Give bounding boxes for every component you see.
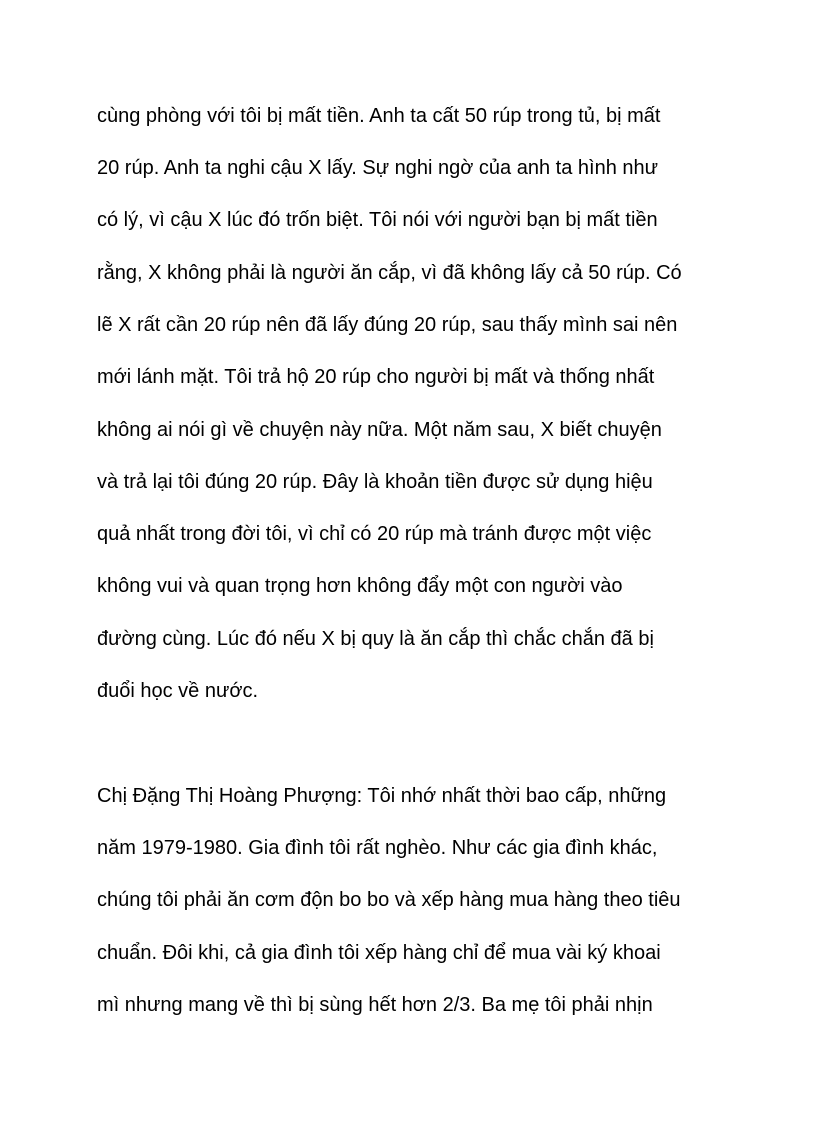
text-line: quả nhất trong đời tôi, vì chỉ có 20 rúp mà tránh được một việc	[97, 523, 652, 545]
text-line: 20 rúp. Anh ta nghi cậu X lấy. Sự nghi ngờ của anh ta hình như	[97, 157, 659, 179]
text-line: và trả lại tôi đúng 20 rúp. Đây là khoản tiền được sử dụng hiệu	[97, 471, 653, 493]
text-line: đường cùng. Lúc đó nếu X bị quy là ăn cắp thì chắc chắn đã bị	[97, 628, 654, 650]
text-line: Chị Đặng Thị Hoàng Phượng: Tôi nhớ nhất thời bao cấp, những	[97, 785, 667, 807]
text-line: chúng tôi phải ăn cơm độn bo bo và xếp hàng mua hàng theo tiêu	[97, 889, 681, 911]
text-line: chuẩn. Đôi khi, cả gia đình tôi xếp hàng chỉ để mua vài ký khoai	[97, 942, 661, 964]
text-line: lẽ X rất cần 20 rúp nên đã lấy đúng 20 rúp, sau thấy mình sai nên	[97, 314, 678, 336]
text-line: rằng, X không phải là người ăn cắp, vì đã không lấy cả 50 rúp. Có	[97, 262, 682, 284]
text-line: không ai nói gì về chuyện này nữa. Một năm sau, X biết chuyện	[97, 419, 662, 441]
text-line: đuổi học về nước.	[97, 680, 259, 702]
text-line: cùng phòng với tôi bị mất tiền. Anh ta cất 50 rúp trong tủ, bị mất	[97, 105, 661, 127]
text-line: mì nhưng mang về thì bị sùng hết hơn 2/3. Ba mẹ tôi phải nhịn	[97, 994, 653, 1016]
text-line: năm 1979-1980. Gia đình tôi rất nghèo. Như các gia đình khác,	[97, 837, 658, 859]
text-line: có lý, vì cậu X lúc đó trốn biệt. Tôi nói với người bạn bị mất tiền	[97, 209, 658, 231]
text-line: mới lánh mặt. Tôi trả hộ 20 rúp cho người bị mất và thống nhất	[97, 366, 655, 388]
text-line: không vui và quan trọng hơn không đẩy một con người vào	[97, 575, 623, 597]
